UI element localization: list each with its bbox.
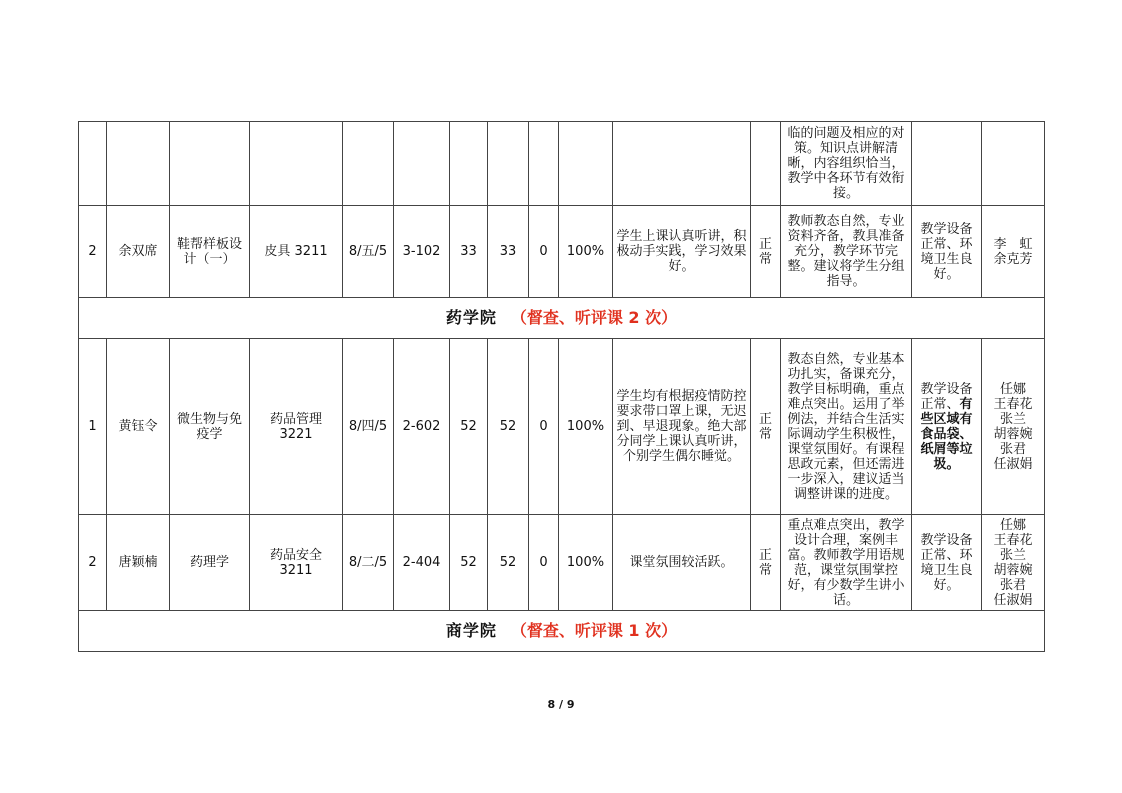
- cell-room: 2-602: [394, 339, 450, 515]
- cell-order: [751, 515, 781, 611]
- cell-learning: 学生上课认真听讲，积极动手实践，学习效果好。: [613, 206, 751, 298]
- cell-course: 微生物与免疫学: [170, 339, 250, 515]
- environment-text: 教学设备正常、: [920, 381, 973, 412]
- inspector-name: 余克芳: [993, 251, 1033, 267]
- cell-teacher: 黄钰令: [107, 339, 170, 515]
- order-char: 正: [758, 236, 772, 252]
- cell-expected: 52: [450, 339, 488, 515]
- cell-teaching: 教师教态自然，专业资料齐备，教具准备充分，教学环节完整。建议将学生分组指导。: [781, 206, 912, 298]
- cell-order: [751, 206, 781, 298]
- cell-room: 2-404: [394, 515, 450, 611]
- cell-class: 皮具 3211: [250, 206, 343, 298]
- cell-course: 药理学: [170, 515, 250, 611]
- cell-no: [79, 122, 107, 206]
- inspector-name: 胡蓉婉: [993, 426, 1033, 442]
- order-char: 正: [758, 547, 772, 563]
- cell-rate: [559, 122, 613, 206]
- cell-absent: 0: [529, 206, 559, 298]
- inspector-name: 王春花: [993, 396, 1033, 412]
- cell-date: 8/五/5: [343, 206, 394, 298]
- cell-expected: [450, 122, 488, 206]
- cell-course: [170, 122, 250, 206]
- cell-date: 8/四/5: [343, 339, 394, 515]
- table-row: [79, 339, 1045, 515]
- cell-learning: [613, 122, 751, 206]
- order-char: 正: [758, 411, 772, 427]
- order-char: 常: [758, 426, 772, 442]
- cell-no: 1: [79, 339, 107, 515]
- order-char: 常: [758, 251, 772, 267]
- cell-teacher: 余双席: [107, 206, 170, 298]
- cell-inspectors: [982, 339, 1045, 515]
- cell-expected: 52: [450, 515, 488, 611]
- inspector-name: 李 虹: [993, 236, 1033, 252]
- cell-class: [250, 122, 343, 206]
- cell-environment: [912, 122, 982, 206]
- cell-environment: 教学设备正常、环境卫生良好。: [912, 515, 982, 611]
- section-header: [79, 611, 1045, 652]
- inspector-name: 胡蓉婉: [993, 562, 1033, 578]
- cell-no: 2: [79, 515, 107, 611]
- cell-environment: 教学设备正常、环境卫生良好。: [912, 206, 982, 298]
- cell-inspectors: [982, 122, 1045, 206]
- cell-actual: 52: [488, 339, 529, 515]
- inspector-name: 任淑娟: [993, 456, 1033, 472]
- cell-teaching: 重点难点突出，教学设计合理，案例丰富。教师教学用语规范，课堂氛围掌控好，有少数学生讲小话。: [781, 515, 912, 611]
- cell-order: [751, 339, 781, 515]
- page-number: 8 / 9: [547, 698, 575, 711]
- cell-date: [343, 122, 394, 206]
- cell-learning: 课堂氛围较活跃。: [613, 515, 751, 611]
- cell-absent: [529, 122, 559, 206]
- department-name: 商学院: [445, 620, 497, 640]
- inspector-name: 张兰: [999, 547, 1026, 563]
- inspector-name: 张君: [999, 441, 1026, 457]
- section-note: （督查、听评课 1 次）: [510, 620, 678, 640]
- inspector-name: 任娜: [999, 517, 1026, 533]
- cell-room: 3-102: [394, 206, 450, 298]
- cell-absent: 0: [529, 339, 559, 515]
- cell-actual: 52: [488, 515, 529, 611]
- table-row: [79, 206, 1045, 298]
- environment-issue: 有些区域有食品袋、纸屑等垃圾。: [920, 396, 973, 472]
- inspector-name: 任淑娟: [993, 592, 1033, 608]
- inspector-name: 张兰: [999, 411, 1026, 427]
- table-row: [79, 122, 1045, 206]
- cell-actual: 33: [488, 206, 529, 298]
- table-row: [79, 515, 1045, 611]
- cell-class: 药品管理 3221: [250, 339, 343, 515]
- cell-teaching: 临的问题及相应的对策。知识点讲解清晰，内容组织恰当，教学中各环节有效衔接。: [781, 122, 912, 206]
- cell-inspectors: [982, 206, 1045, 298]
- inspector-name: 王春花: [993, 532, 1033, 548]
- cell-rate: 100%: [559, 206, 613, 298]
- cell-course: 鞋帮样板设计（一）: [170, 206, 250, 298]
- inspector-name: 张君: [999, 577, 1026, 593]
- cell-date: 8/二/5: [343, 515, 394, 611]
- cell-order: [751, 122, 781, 206]
- cell-rate: 100%: [559, 515, 613, 611]
- cell-teaching: 教态自然，专业基本功扎实，备课充分，教学目标明确，重点难点突出。运用了举例法，并结合生活实际调动学生积极性，课堂氛围好。有课程思政元素，但还需进一步深入，建议适当调整讲课的进度。: [781, 339, 912, 515]
- order-char: 常: [758, 562, 772, 578]
- cell-teacher: 唐颖楠: [107, 515, 170, 611]
- department-name: 药学院: [445, 307, 497, 327]
- cell-actual: [488, 122, 529, 206]
- section-header: [79, 298, 1045, 339]
- cell-learning: 学生均有根据疫情防控要求带口罩上课，无迟到、早退现象。绝大部分同学上课认真听讲，个别学生偶尔睡觉。: [613, 339, 751, 515]
- cell-expected: 33: [450, 206, 488, 298]
- cell-teacher: [107, 122, 170, 206]
- cell-absent: 0: [529, 515, 559, 611]
- section-note: （督查、听评课 2 次）: [510, 307, 678, 327]
- inspector-name: 任娜: [999, 381, 1026, 397]
- cell-no: 2: [79, 206, 107, 298]
- cell-inspectors: [982, 515, 1045, 611]
- cell-room: [394, 122, 450, 206]
- cell-environment: [912, 339, 982, 515]
- cell-class: 药品安全 3211: [250, 515, 343, 611]
- cell-rate: 100%: [559, 339, 613, 515]
- inspection-table: [78, 121, 1045, 652]
